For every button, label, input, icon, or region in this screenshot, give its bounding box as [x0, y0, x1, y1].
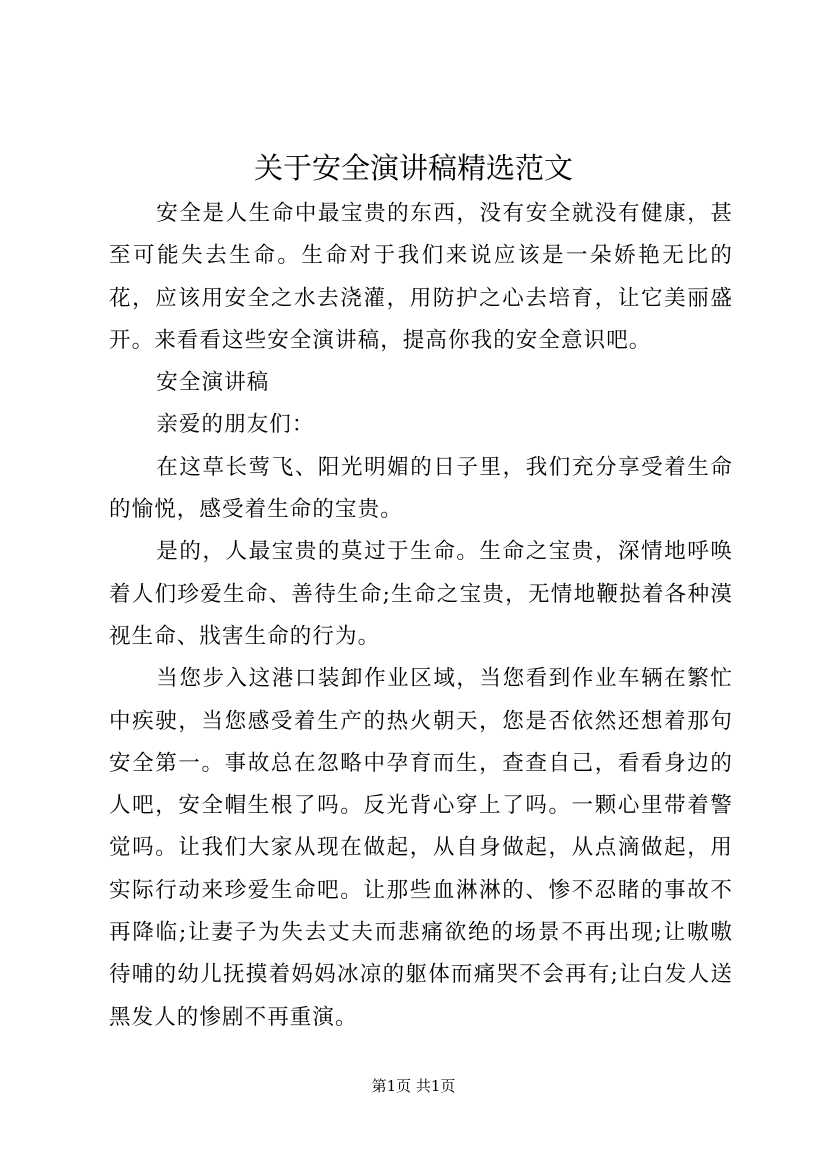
body-paragraph: 在这草长莺飞、阳光明媚的日子里，我们充分享受着生命的愉悦，感受着生命的宝贵。: [109, 454, 733, 523]
body-paragraph: 是的，人最宝贵的莫过于生命。生命之宝贵，深情地呼唤着人们珍爱生命、善待生命;生命之宝贵，无情地鞭挞着各种漠视生命、戕害生命的行为。: [109, 539, 733, 649]
intro-paragraph: 安全是人生命中最宝贵的东西，没有安全就没有健康，甚至可能失去生命。生命对于我们来说应该是一朵娇艳无比的花，应该用安全之水去浇灌，用防护之心去培育，让它美丽盛开。来看看这些安全演讲稿，提高你我的安全意识吧。: [109, 201, 733, 353]
document-title: 关于安全演讲稿精选范文: [253, 151, 573, 185]
page-footer: 第1页 共1页: [371, 1077, 456, 1095]
section-heading: 安全演讲稿: [156, 370, 270, 396]
salutation: 亲爱的朋友们：: [156, 412, 315, 438]
body-paragraph: 当您步入这港口装卸作业区域，当您看到作业车辆在繁忙中疾驶，当您感受着生产的热火朝天，您是否依然还想着那句安全第一。事故总在忽略中孕育而生，查查自己，看看身边的人吧，安全帽生根了吗。反光背心穿上了吗。一颗心里带着警觉吗。让我们大家从现在做起，从自身做起，从点滴做起，用实际行动来珍爱生命吧。让那些血淋淋的、惨不忍睹的事故不再降临;让妻子为失去丈夫而悲痛欲绝的场景不再出现;让嗷嗷待哺的幼儿抚摸着妈妈冰凉的躯体而痛哭不会再有;让白发人送黑发人的惨剧不再重演。: [109, 666, 733, 1030]
document-body: [109, 193, 733, 1039]
